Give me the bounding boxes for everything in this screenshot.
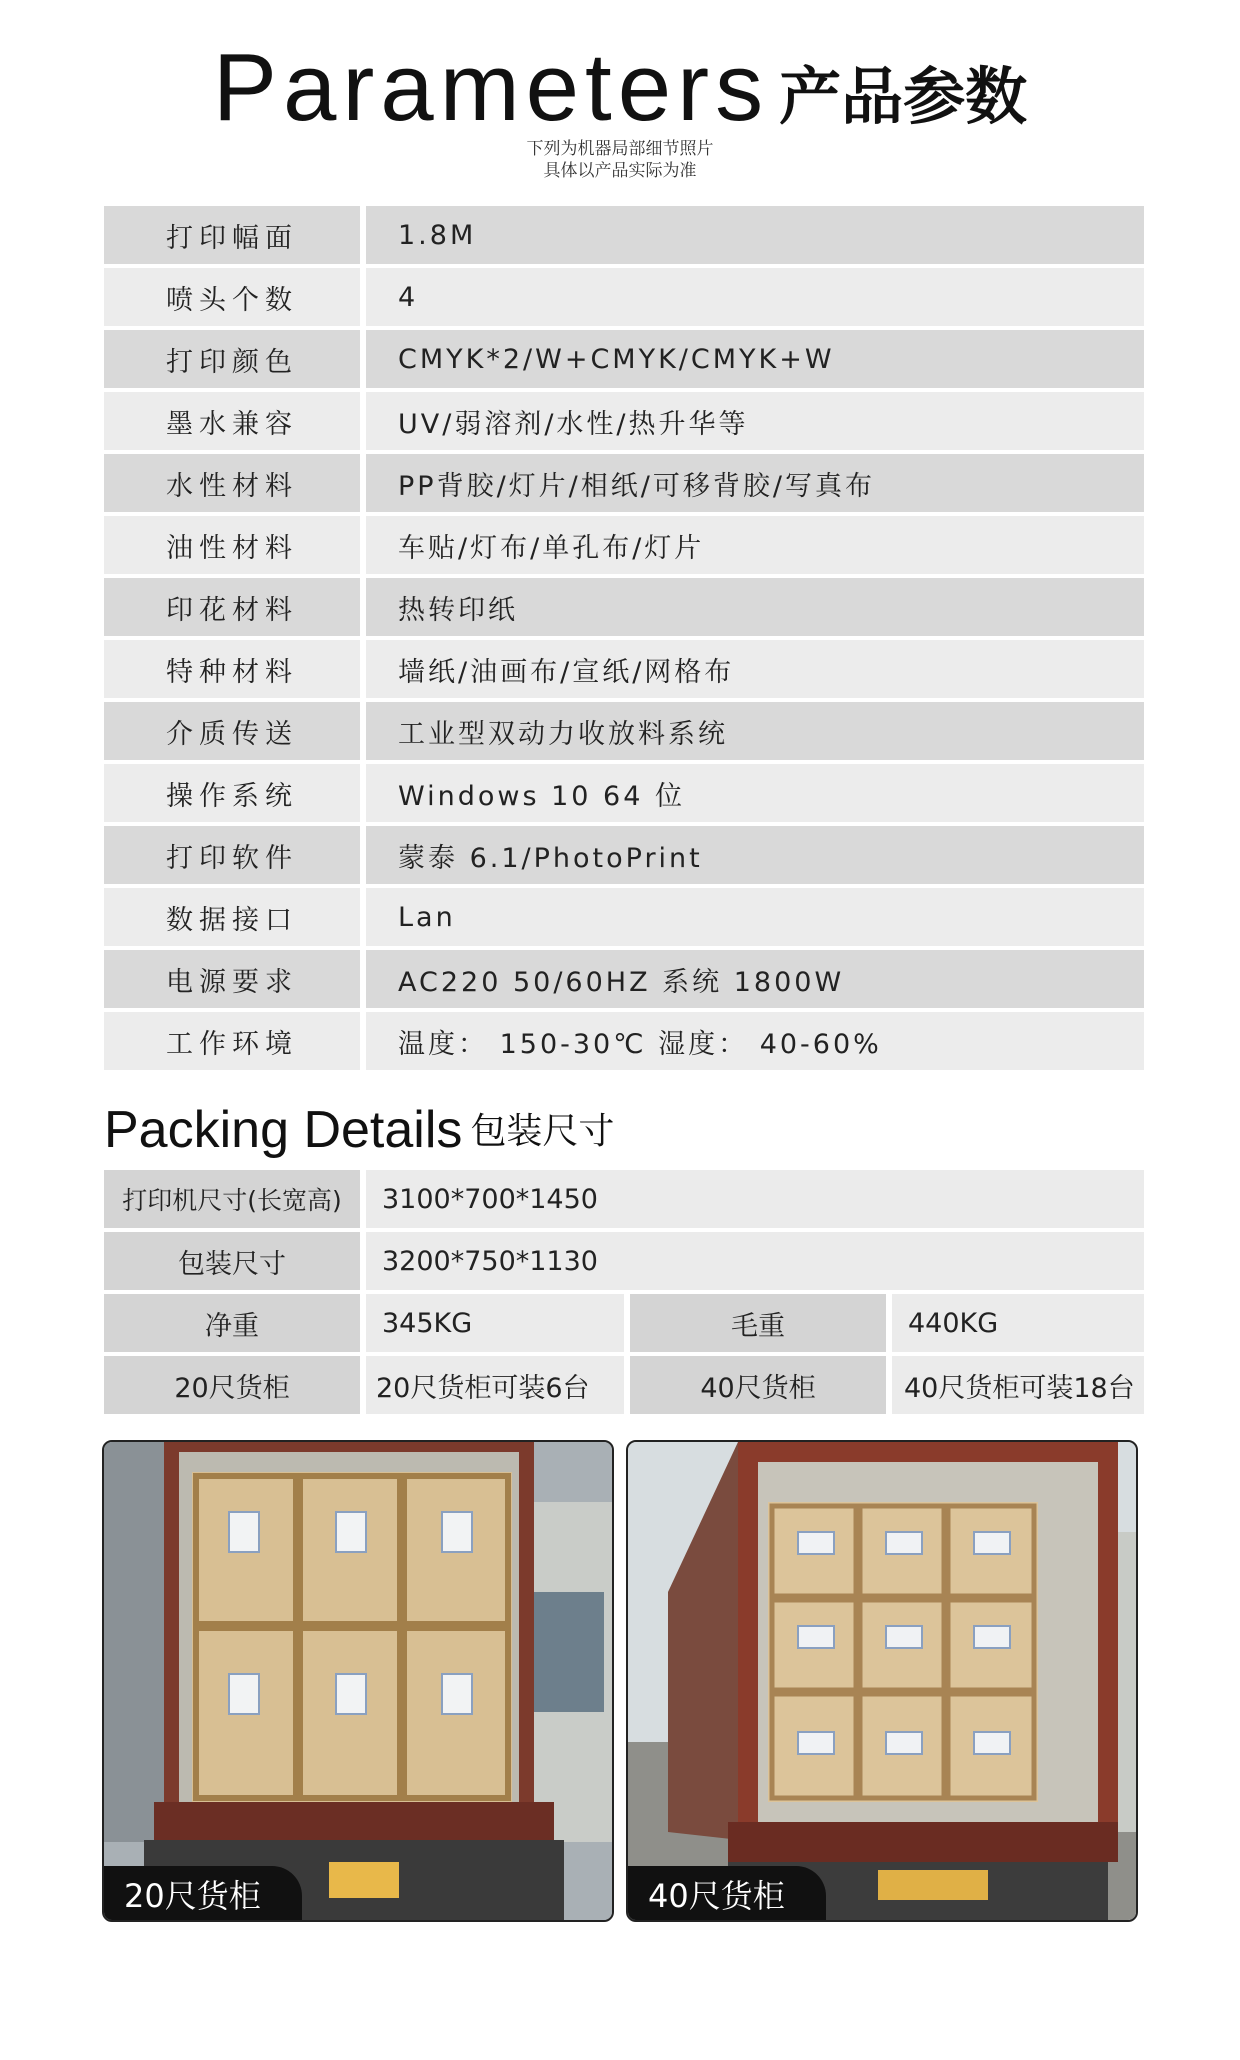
packing-row: [104, 1170, 1144, 1228]
param-value: 温度： 150-30℃ 湿度： 40-60%: [366, 1012, 1144, 1070]
packing-row: [104, 1232, 1144, 1290]
param-label: 水性材料: [104, 454, 360, 512]
param-row: [104, 640, 1144, 698]
subtitle-line-1: 下列为机器局部细节照片: [526, 139, 714, 159]
container-20ft-illustration: [104, 1442, 612, 1920]
param-row: [104, 268, 1144, 326]
param-label: 操作系统: [104, 764, 360, 822]
page-header: [0, 34, 1240, 141]
gross-weight-value: 440KG: [892, 1294, 1144, 1352]
param-value: Windows 10 64 位: [366, 764, 1144, 822]
packing-title-en: Packing Details: [104, 1101, 463, 1159]
param-row: [104, 764, 1144, 822]
param-row: [104, 392, 1144, 450]
param-value: 车贴/灯布/单孔布/灯片: [366, 516, 1144, 574]
packing-table: [104, 1170, 1144, 1418]
param-value: 热转印纸: [366, 578, 1144, 636]
param-label: 数据接口: [104, 888, 360, 946]
container40-label: 40尺货柜: [630, 1356, 886, 1414]
param-row: [104, 702, 1144, 760]
caption-20ft: 20尺货柜: [102, 1866, 302, 1922]
param-value: UV/弱溶剂/水性/热升华等: [366, 392, 1144, 450]
packing-title-cn: 包装尺寸: [470, 1111, 615, 1152]
param-row: [104, 950, 1144, 1008]
container-40ft-illustration: [628, 1442, 1136, 1920]
caption-40ft: 40尺货柜: [626, 1866, 826, 1922]
packing-row: [104, 1356, 1144, 1414]
container-20ft-photo: [102, 1440, 614, 1922]
container20-label: 20尺货柜: [104, 1356, 360, 1414]
param-row: [104, 888, 1144, 946]
subtitle-line-2: 具体以产品实际为准: [543, 161, 697, 181]
param-label: 喷头个数: [104, 268, 360, 326]
param-label: 打印颜色: [104, 330, 360, 388]
package-size-label: 包装尺寸: [104, 1232, 360, 1290]
gross-weight-label: 毛重: [630, 1294, 886, 1352]
page-title-cn: 产品参数: [779, 60, 1028, 133]
package-size-value: 3200*750*1130: [366, 1232, 1144, 1290]
param-label: 打印软件: [104, 826, 360, 884]
param-value: 4: [366, 268, 1144, 326]
param-label: 打印幅面: [104, 206, 360, 264]
parameters-table: [104, 206, 1144, 1074]
net-weight-value: 345KG: [366, 1294, 624, 1352]
param-label: 介质传送: [104, 702, 360, 760]
container-40ft-photo: [626, 1440, 1138, 1922]
title-line: [212, 34, 1028, 141]
param-row: [104, 578, 1144, 636]
param-label: 油性材料: [104, 516, 360, 574]
page-title-en: Parameters: [212, 34, 770, 141]
param-label: 电源要求: [104, 950, 360, 1008]
container20-value: 20尺货柜可装6台: [366, 1356, 624, 1414]
param-label: 工作环境: [104, 1012, 360, 1070]
param-value: CMYK*2/W+CMYK/CMYK+W: [366, 330, 1144, 388]
param-value: 蒙泰 6.1/PhotoPrint: [366, 826, 1144, 884]
param-row: [104, 330, 1144, 388]
param-value: PP背胶/灯片/相纸/可移背胶/写真布: [366, 454, 1144, 512]
packing-header: [104, 1100, 614, 1160]
param-row: [104, 826, 1144, 884]
param-row: [104, 454, 1144, 512]
param-value: 1.8M: [366, 206, 1144, 264]
printer-size-value: 3100*700*1450: [366, 1170, 1144, 1228]
param-value: 墙纸/油画布/宣纸/网格布: [366, 640, 1144, 698]
param-value: AC220 50/60HZ 系统 1800W: [366, 950, 1144, 1008]
param-value: Lan: [366, 888, 1144, 946]
net-weight-label: 净重: [104, 1294, 360, 1352]
param-row: [104, 516, 1144, 574]
printer-size-label: 打印机尺寸(长宽高): [104, 1170, 360, 1228]
param-row: [104, 206, 1144, 264]
packing-row: [104, 1294, 1144, 1352]
container40-value: 40尺货柜可装18台: [892, 1356, 1144, 1414]
param-label: 印花材料: [104, 578, 360, 636]
param-label: 特种材料: [104, 640, 360, 698]
param-value: 工业型双动力收放料系统: [366, 702, 1144, 760]
container-photos: [102, 1440, 1142, 1924]
param-row: [104, 1012, 1144, 1070]
param-label: 墨水兼容: [104, 392, 360, 450]
